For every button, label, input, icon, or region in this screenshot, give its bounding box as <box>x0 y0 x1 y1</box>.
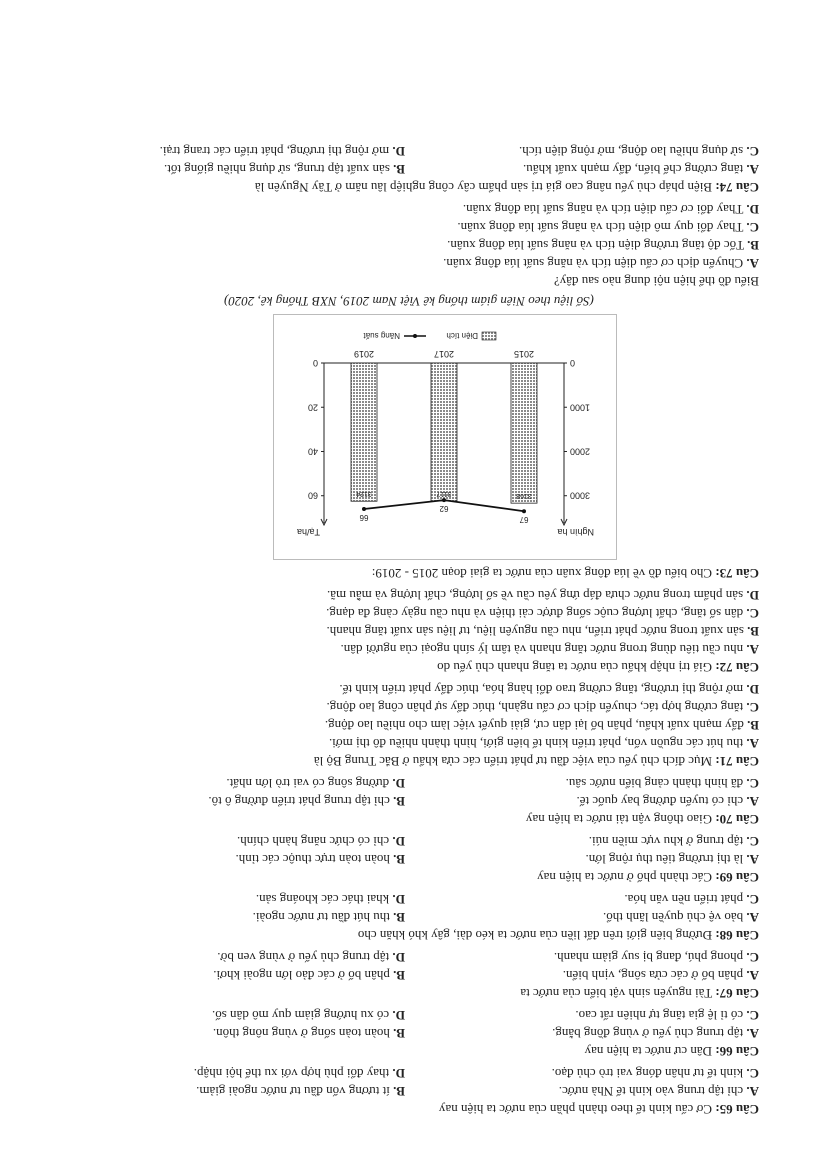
x-tick-label: 2017 <box>433 349 455 359</box>
question-stem: Tài nguyên sinh vật biển của nước ta <box>520 986 713 1001</box>
option-d[interactable]: D. tập trung chủ yếu ở vùng ven bờ. <box>217 950 405 965</box>
option-b[interactable]: B. sản xuất trong nước phát triển, nhu cầu nguyên liệu, tư liệu sản xuất tăng nhanh. <box>326 624 759 639</box>
option-b[interactable]: B. Tốc độ tăng trưởng diện tích và năng suất lúa đông xuân. <box>447 238 759 253</box>
question-number: Câu 70: <box>715 812 759 827</box>
left-tick-label: 3000 <box>570 490 591 501</box>
left-tick-label: 0 <box>570 358 576 368</box>
question-stem: Giá trị nhập khẩu của nước ta tăng nhanh chủ yếu do <box>437 660 713 675</box>
option-c[interactable]: C. tăng cường hợp tác, chuyển dịch cơ cấu ngành, thúc đẩy sự phân công lao động. <box>326 700 759 715</box>
question-stem: Cho biểu đồ về lúa đông xuân của nước ta giai đoạn 2015 - 2019: <box>371 566 713 581</box>
left-tick-label: 1000 <box>570 402 591 413</box>
question-68 <box>59 890 759 944</box>
right-axis-label: Tạ/ha <box>296 527 320 537</box>
yield-point <box>362 507 366 511</box>
answer-options <box>59 774 759 810</box>
option-d[interactable]: D. đường sông có vai trò lớn nhất. <box>226 776 405 791</box>
option-b[interactable]: B. hoàn toàn trực thuộc các tỉnh. <box>235 852 405 867</box>
question-74 <box>59 142 759 196</box>
question-stem: Cơ cấu kinh tế theo thành phần của nước ta hiện nay <box>438 1102 713 1117</box>
question-prompt: Biểu đồ thể hiện nội dung nào sau đây? <box>553 274 759 289</box>
question-stem: Giao thông vận tải nước ta hiện nay <box>525 812 713 827</box>
yield-point <box>442 498 446 502</box>
bar-area <box>431 363 457 501</box>
question-number: Câu 74: <box>715 180 759 195</box>
option-a[interactable]: A. thu hút các nguồn vốn, phát triển kinh tế biên giới, hình thành nhiều đô thị mới. <box>328 736 759 751</box>
option-b[interactable]: B. ít tương vốn đầu tư nước ngoài giảm. <box>196 1084 405 1099</box>
bar-value-label: 3117 <box>436 489 452 497</box>
option-d[interactable]: D. có xu hướng giảm quy mô dân số. <box>211 1008 405 1023</box>
bar-value-label: 3168 <box>516 492 532 500</box>
question-72 <box>59 586 759 676</box>
answer-options <box>59 890 759 926</box>
question-stem: Các thành phố ở nước ta hiện nay <box>537 870 713 885</box>
option-b[interactable]: B. sản xuất tập trung, sử dụng nhiều giống tốt. <box>163 162 405 177</box>
option-b[interactable]: B. chỉ tập trung phát triển đường ô tô. <box>208 794 405 809</box>
legend-line-label: Năng suất <box>363 331 400 340</box>
option-a[interactable]: A. nhu cầu tiêu dùng trong nước tăng nhanh và tâm lý sính ngoại của người dân. <box>340 642 759 657</box>
option-c[interactable]: C. có tỉ lệ gia tăng tự nhiên rất cao. <box>575 1008 759 1023</box>
right-tick-label: 20 <box>307 402 318 413</box>
line-value-label: 66 <box>359 513 369 522</box>
right-tick-label: 0 <box>312 358 318 368</box>
option-a[interactable]: A. tăng cường chế biến, đẩy mạnh xuất khẩu. <box>523 162 759 177</box>
answer-options <box>59 680 759 752</box>
option-b[interactable]: B. thu hút đầu tư nước ngoài. <box>252 910 405 925</box>
legend-bar-swatch <box>482 332 496 340</box>
left-tick-label: 2000 <box>570 446 591 457</box>
question-number: Câu 73: <box>715 566 759 581</box>
question-number: Câu 68: <box>715 928 759 943</box>
line-value-label: 67 <box>519 515 529 525</box>
option-a[interactable]: A. tập trung chủ yếu ở vùng đồng bằng. <box>552 1026 759 1041</box>
option-a[interactable]: A. chỉ có tuyến đường bay quốc tế. <box>576 794 759 809</box>
option-c[interactable]: C. phát triển nền văn hóa. <box>624 892 759 907</box>
question-66 <box>59 1006 759 1060</box>
option-b[interactable]: B. hoàn toàn sống ở vùng nông thôn. <box>212 1026 405 1041</box>
question-list <box>59 586 759 1118</box>
option-c[interactable]: C. kinh tế tư nhân đóng vai trò chủ đạo. <box>551 1066 759 1081</box>
question-71 <box>59 680 759 770</box>
question-73 <box>59 200 759 582</box>
x-tick-label: 2015 <box>513 349 535 359</box>
question-65 <box>59 1064 759 1118</box>
question-number: Câu 72: <box>715 660 759 675</box>
yield-point <box>522 509 526 513</box>
legend-line-marker <box>413 334 417 338</box>
option-a[interactable]: A. là thị trường tiêu thụ rộng lớn. <box>585 852 759 867</box>
question-number: Câu 66: <box>715 1044 759 1059</box>
option-c[interactable]: C. tập trung ở khu vực miền núi. <box>588 834 759 849</box>
option-b[interactable]: B. đẩy mạnh xuất khẩu, phân bố lại dân cư, giải quyết việc làm cho nhiều lao động. <box>324 718 759 733</box>
option-a[interactable]: A. Chuyển dịch cơ cấu diện tích và năng suất lúa đông xuân. <box>443 256 759 271</box>
option-d[interactable]: D. chỉ có chức năng hành chính. <box>236 834 405 849</box>
question-stem: Mục đích chủ yếu của việc đầu tư phát triển các cửa khẩu ở Bắc Trung Bộ là <box>313 754 713 769</box>
answer-options <box>59 200 759 272</box>
question-69 <box>59 832 759 886</box>
right-tick-label: 60 <box>307 490 318 501</box>
option-c[interactable]: C. phong phú, đang bị suy giảm nhanh. <box>553 950 759 965</box>
right-tick-label: 40 <box>307 446 318 457</box>
answer-options <box>59 832 759 868</box>
x-tick-label: 2019 <box>353 349 375 359</box>
bar-area <box>351 363 377 501</box>
option-a[interactable]: A. phân bố ở các cửa sông, vịnh biển. <box>562 968 759 983</box>
option-b[interactable]: B. phân bố ở các đảo lớn ngoài khơi. <box>213 968 405 983</box>
option-d[interactable]: D. thay đổi phù hợp với xu thế hội nhập. <box>193 1066 405 1081</box>
question-number: Câu 69: <box>715 870 759 885</box>
answer-options <box>59 1006 759 1042</box>
question-number: Câu 71: <box>715 754 759 769</box>
combo-chart <box>274 315 616 559</box>
option-d[interactable]: D. mở rộng thị trường, tăng cường trao đổi hàng hóa, thúc đẩy phát triển kinh tế. <box>339 682 759 697</box>
option-c[interactable]: C. đã hình thành cảng biển nước sâu. <box>565 776 759 791</box>
option-a[interactable]: A. bảo vệ chủ quyền lãnh thổ. <box>603 910 759 925</box>
answer-options <box>59 142 759 178</box>
bar-value-label: 3124 <box>356 490 372 498</box>
option-d[interactable]: D. mở rộng thị trường, phát triển các trang trại. <box>159 144 405 159</box>
question-stem: Dân cư nước ta hiện nay <box>584 1044 713 1059</box>
question-67 <box>59 948 759 1002</box>
option-c[interactable]: C. Thay đổi quy mô diện tích và năng suất lúa đông xuân. <box>457 220 759 235</box>
question-number: Câu 67: <box>715 986 759 1001</box>
question-stem: Đường biên giới trên đất liền của nước ta kéo dài, gây khó khăn cho <box>357 928 713 943</box>
bar-area <box>511 363 537 503</box>
option-d[interactable]: D. khai thác các khoáng sản. <box>255 892 405 907</box>
exam-content <box>59 142 759 1118</box>
answer-options <box>59 1064 759 1100</box>
answer-options <box>59 948 759 984</box>
option-c[interactable]: C. sử dụng nhiều lao động, mở rộng diện tích. <box>519 144 759 159</box>
option-a[interactable]: A. chỉ tập trung vào kinh tế Nhà nước. <box>558 1084 759 1099</box>
question-stem: Biện pháp chủ yếu nâng cao giá trị sản phẩm cây công nghiệp lâu năm ở Tây Nguyên là <box>254 180 713 195</box>
option-d[interactable]: D. sản phẩm trong nước chưa đáp ứng yêu cầu về số lượng, chất lượng và mẫu mã. <box>326 588 759 603</box>
left-axis-label: Nghìn ha <box>557 527 594 537</box>
line-value-label: 62 <box>439 504 449 514</box>
answer-options <box>59 586 759 658</box>
chart-frame <box>273 314 617 560</box>
question-number: Câu 65: <box>715 1102 759 1117</box>
question-70 <box>59 774 759 828</box>
option-c[interactable]: C. dân số tăng, chất lượng cuộc sống được cải thiện và nhu cầu ngày càng đa dạng. <box>326 606 759 621</box>
chart-source: (Số liệu theo Niên giám thống kê Việt Nam 2019, NXB Thống kê, 2020) <box>224 294 594 309</box>
option-d[interactable]: D. Thay đổi cơ cấu diện tích và năng suất lúa đông xuân. <box>462 202 759 217</box>
legend-bar-label: Diện tích <box>446 331 478 340</box>
